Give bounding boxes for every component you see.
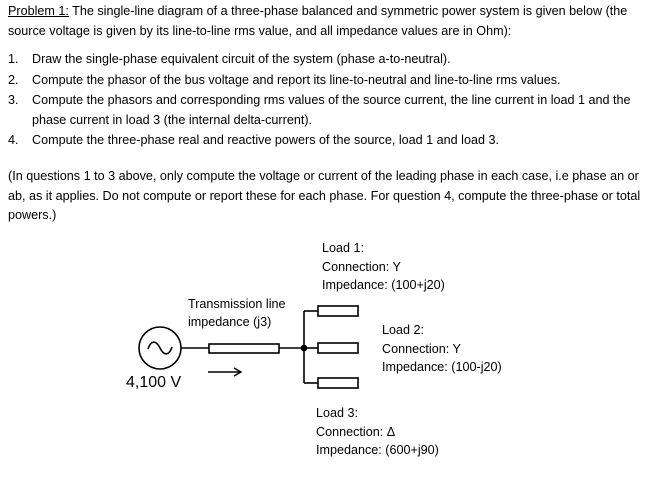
load3-connection: Connection: Δ <box>316 424 396 439</box>
transmission-line-label-1: Transmission line <box>188 297 286 311</box>
problem-heading: Problem 1: <box>8 4 69 18</box>
problem-intro: The single-line diagram of a three-phase balanced and symmetric power system is given below (the source voltage is given by its line-to-line rms value, and all impedance values are in Ohm): <box>8 4 628 38</box>
load2-impedance <box>318 343 358 353</box>
sine-wave-icon <box>148 342 172 354</box>
question-text: Compute the phasors and corresponding rms values of the source current, the line current in load 1 and the phase current in load 3 (the internal delta-current). <box>32 93 631 127</box>
load3-impedance <box>318 378 358 388</box>
question-number: 4. <box>8 133 19 147</box>
load2-impedance-value: Impedance: (100-j20) <box>382 360 502 374</box>
question-text: Draw the single-phase equivalent circuit of the system (phase a-to-neutral). <box>32 52 451 66</box>
load1-connection: Connection: Y <box>322 259 401 274</box>
transmission-line-label <box>188 295 286 331</box>
question-text: Compute the phasor of the bus voltage and report its line-to-neutral and line-to-line rms values. <box>32 72 561 87</box>
load3-label <box>316 404 439 460</box>
load2-label <box>382 321 502 377</box>
problem-note: (In questions 1 to 3 above, only compute the voltage or current of the leading phase in each case, i.e phase an or ab, as it applies. Do not compute or report these for each phase. For question 4, compute the three-phase or total powers.) <box>8 169 641 222</box>
transmission-line-label-2: impedance (j3) <box>188 315 272 329</box>
load1-impedance <box>318 306 358 316</box>
load2-title: Load 2: <box>382 323 425 337</box>
question-number: 1. <box>8 52 19 66</box>
question-number: 3. <box>8 93 19 107</box>
load1-label <box>322 239 445 295</box>
question-text: Compute the three-phase real and reactive powers of the source, load 1 and load 3. <box>32 133 499 147</box>
question-number: 2. <box>8 72 19 87</box>
load3-impedance-value: Impedance: (600+j90) <box>316 443 439 457</box>
source-voltage-label: 4,100 V <box>126 374 182 391</box>
load1-impedance-value: Impedance: (100+j20) <box>322 278 445 292</box>
transmission-line-impedance <box>209 344 279 353</box>
load3-title: Load 3: <box>316 406 359 420</box>
load1-title: Load 1: <box>322 241 365 255</box>
load2-connection: Connection: Y <box>382 341 461 356</box>
